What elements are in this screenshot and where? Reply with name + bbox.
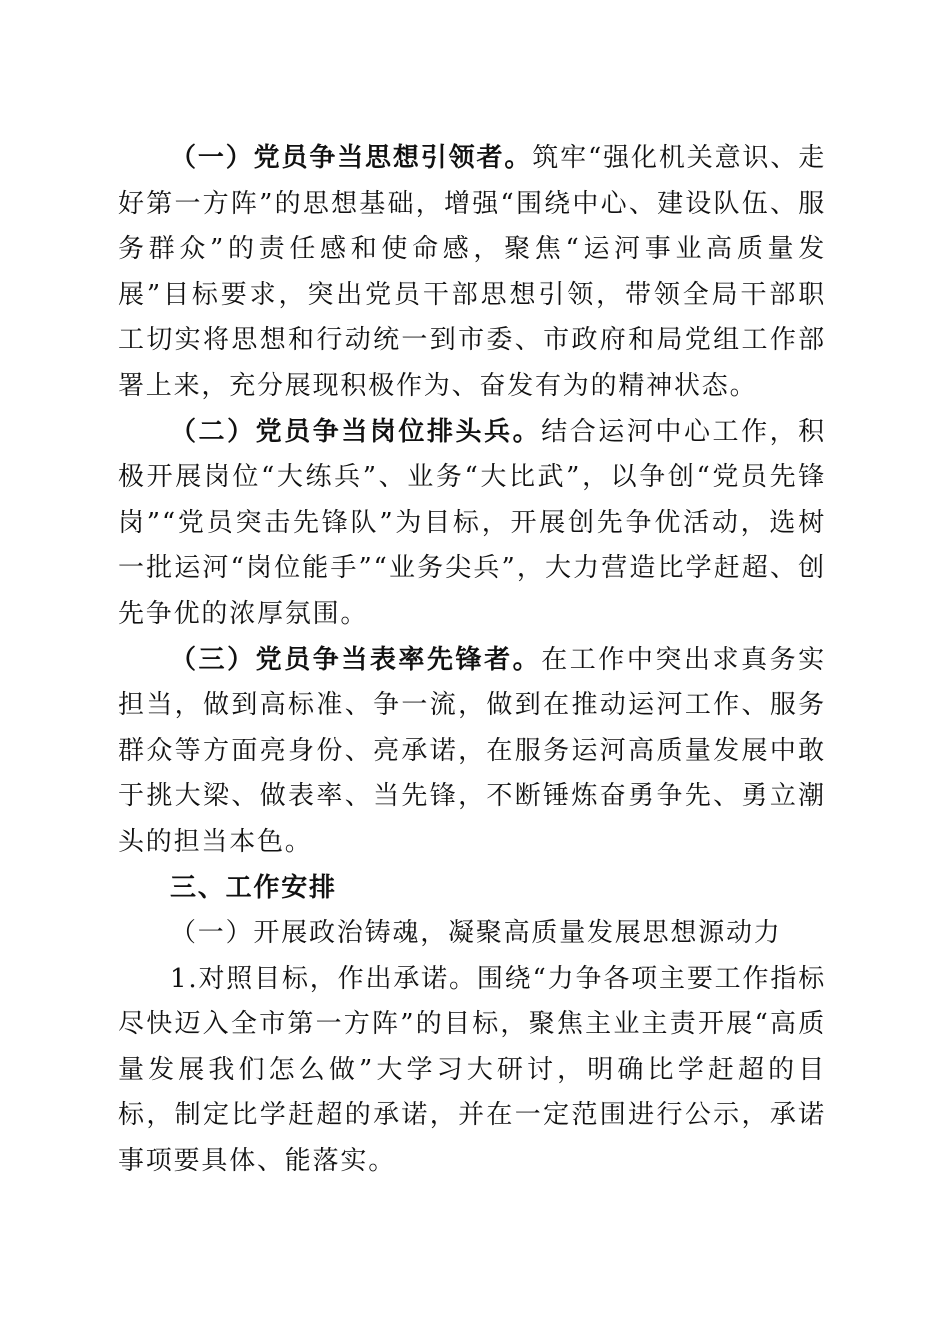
paragraph-section-1 xyxy=(118,136,826,410)
section-2-lead: （二）党员争当岗位排头兵。 xyxy=(170,416,542,447)
document-page xyxy=(118,136,826,1185)
section-3-body: 在工作中突出求真务实担当，做到高标准、争一流，做到在推动运河工作、服务群众等方面亮身份、亮承诺，在服务运河高质量发展中敢于挑大梁、做表率、当先锋，不断锤炼奋勇争先、勇立潮头的担当本色。 xyxy=(118,644,826,857)
section-subheading: （一）开展政治铸魂，凝聚高质量发展思想源动力 xyxy=(170,918,782,949)
paragraph-item-1: 1.对照目标，作出承诺。围绕“力争各项主要工作指标尽快迈入全市第一方阵”的目标，聚焦主业主责开展“高质量发展我们怎么做”大学习大研讨，明确比学赶超的目标，制定比学赶超的承诺，并在一定范围进行公示，承诺事项要具体、能落实。 xyxy=(118,963,826,1177)
paragraph-section-3 xyxy=(118,638,826,866)
section-3-lead: （三）党员争当表率先锋者。 xyxy=(170,644,542,675)
section-1-lead: （一）党员争当思想引领者。 xyxy=(170,143,533,173)
section-2-body: 结合运河中心工作，积极开展岗位“大练兵”、业务“大比武”，以争创“党员先锋岗”“党员突击先锋队”为目标，开展创先争优活动，选树一批运河“岗位能手”“业务尖兵”，大力营造比学赶超、创先争优的浓厚氛围。 xyxy=(118,416,826,629)
section-heading: 三、工作安排 xyxy=(170,872,337,903)
paragraph-section-2 xyxy=(118,410,826,638)
section-1-body: 筑牢“强化机关意识、走好第一方阵”的思想基础，增强“围绕中心、建设队伍、服务群众”的责任感和使命感，聚焦“运河事业高质量发展”目标要求，突出党员干部思想引领，带领全局干部职工切实将思想和行动统一到市委、市政府和局党组工作部署上来，充分展现积极作为、奋发有为的精神状态。 xyxy=(118,143,826,401)
